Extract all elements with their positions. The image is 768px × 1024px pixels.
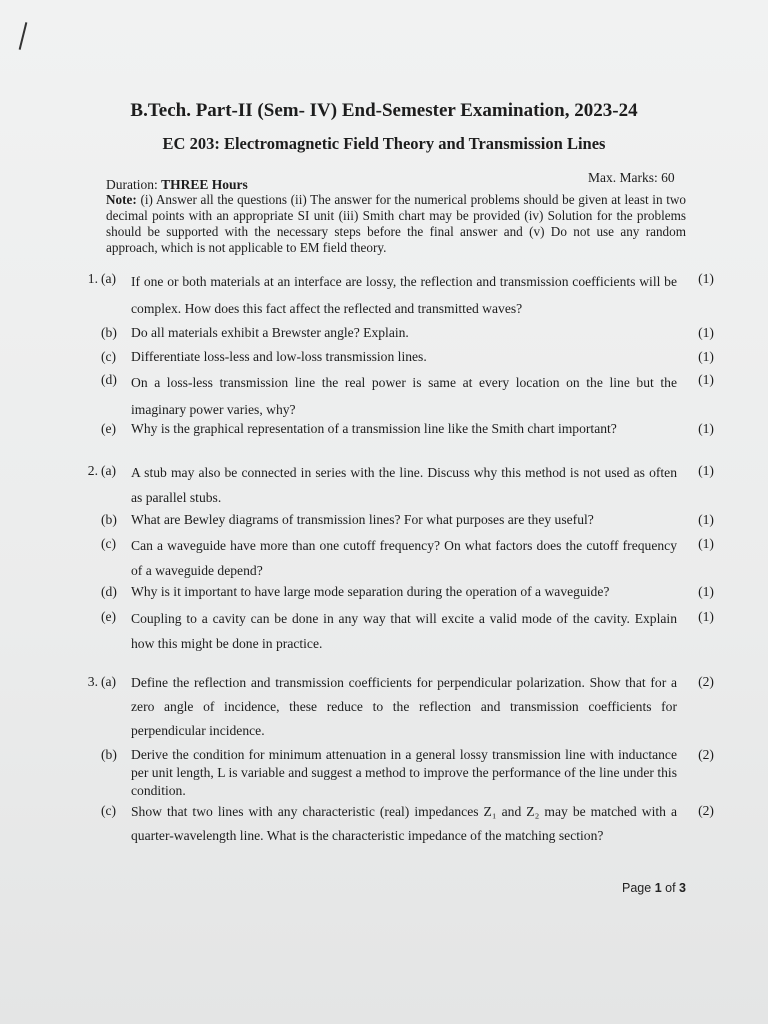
pen-stroke-mark <box>19 22 28 50</box>
of-word: of <box>665 881 676 895</box>
part-label: (d) <box>101 584 117 599</box>
part-label: (d) <box>101 372 117 387</box>
page-word: Page <box>622 881 652 895</box>
part-label: (e) <box>101 421 117 436</box>
part-marks: (1) <box>698 536 714 551</box>
duration <box>106 177 248 193</box>
part-text: Why is the graphical representation of a transmission line like the Smith chart important? <box>131 421 617 436</box>
note-label: Note: <box>106 192 137 207</box>
part-text: A stub may also be connected in series with the line. Discuss why this method is not used as often as parallel stubs. <box>131 465 677 505</box>
part-text: Differentiate loss-less and low-loss transmission lines. <box>131 349 427 364</box>
question-number: 2. <box>87 463 98 478</box>
instructions-note <box>106 192 686 256</box>
part-text: Define the reflection and transmission coefficients for perpendicular polarization. Show that for a zero angle of incidence, these reduce to the reflection and transmission coefficients for perpendicular incidence. <box>131 675 677 738</box>
part-marks: (1) <box>698 609 714 624</box>
part-text: Do all materials exhibit a Brewster angle? Explain. <box>131 325 409 340</box>
part-marks: (1) <box>698 271 714 286</box>
part-label: (c) <box>101 536 117 551</box>
part-label: (b) <box>101 512 117 527</box>
part-marks: (2) <box>698 674 714 689</box>
part-marks: (1) <box>698 584 714 599</box>
part-text: Show that two lines with any characteristic (real) impedances Z₁ and Z₂ may be matched with a quarter-wavelength line. What is the characteristic impedance of the matching section? <box>131 804 677 843</box>
part-label: (a) <box>101 271 117 286</box>
page-total: 3 <box>679 881 686 895</box>
part-marks: (2) <box>698 747 714 762</box>
part-label: (a) <box>101 674 117 689</box>
part-label: (b) <box>101 325 117 340</box>
part-marks: (1) <box>698 512 714 527</box>
duration-value: THREE Hours <box>161 177 248 192</box>
question-number: 3. <box>87 674 98 689</box>
part-text: If one or both materials at an interface are lossy, the reflection and transmission coefficients will be complex. How does this fact affect the reflected and transmitted waves? <box>131 274 677 316</box>
exam-title: B.Tech. Part-II (Sem- IV) End-Semester Examination, 2023-24 <box>130 100 638 121</box>
part-text: Derive the condition for minimum attenuation in a general lossy transmission line with inductance per unit length, L is variable and suggest a method to improve the performance of the line under this condition. <box>131 747 677 798</box>
max-marks-value: 60 <box>661 170 675 185</box>
part-text: What are Bewley diagrams of transmission lines? For what purposes are they useful? <box>131 512 594 527</box>
part-label: (b) <box>101 747 117 762</box>
part-text: Why is it important to have large mode separation during the operation of a waveguide? <box>131 584 610 599</box>
part-marks: (1) <box>698 349 714 364</box>
part-text: On a loss-less transmission line the real power is same at every location on the line but the imaginary power varies, why? <box>131 375 677 417</box>
part-marks: (1) <box>698 372 714 387</box>
question-number: 1. <box>87 271 98 286</box>
part-text: Can a waveguide have more than one cutoff frequency? On what factors does the cutoff frequency of a waveguide depend? <box>131 538 677 578</box>
course-title: EC 203: Electromagnetic Field Theory and Transmission Lines <box>162 134 606 153</box>
part-label: (a) <box>101 463 117 478</box>
page-current: 1 <box>654 881 662 895</box>
duration-label: Duration: <box>106 177 158 192</box>
part-marks: (1) <box>698 421 714 436</box>
max-marks-label: Max. Marks: <box>588 170 658 185</box>
part-label: (c) <box>101 803 117 818</box>
part-marks: (1) <box>698 325 714 340</box>
part-marks: (1) <box>698 463 714 478</box>
part-label: (c) <box>101 349 117 364</box>
note-text: (i) Answer all the questions (ii) The answer for the numerical problems should be given at least in two decimal points with an appropriate SI unit (iii) Smith chart may be provided (iv) Solution for the problems should be supported with the necessary steps before the final answer and (v) Do not use any random approach, which is not applicable to EM field theory. <box>106 192 686 255</box>
part-text: Coupling to a cavity can be done in any way that will excite a valid mode of the cavity. Explain how this might be done in practice. <box>131 611 677 651</box>
page-indicator <box>622 881 686 895</box>
max-marks <box>588 170 675 186</box>
part-label: (e) <box>101 609 117 624</box>
part-marks: (2) <box>698 803 714 818</box>
